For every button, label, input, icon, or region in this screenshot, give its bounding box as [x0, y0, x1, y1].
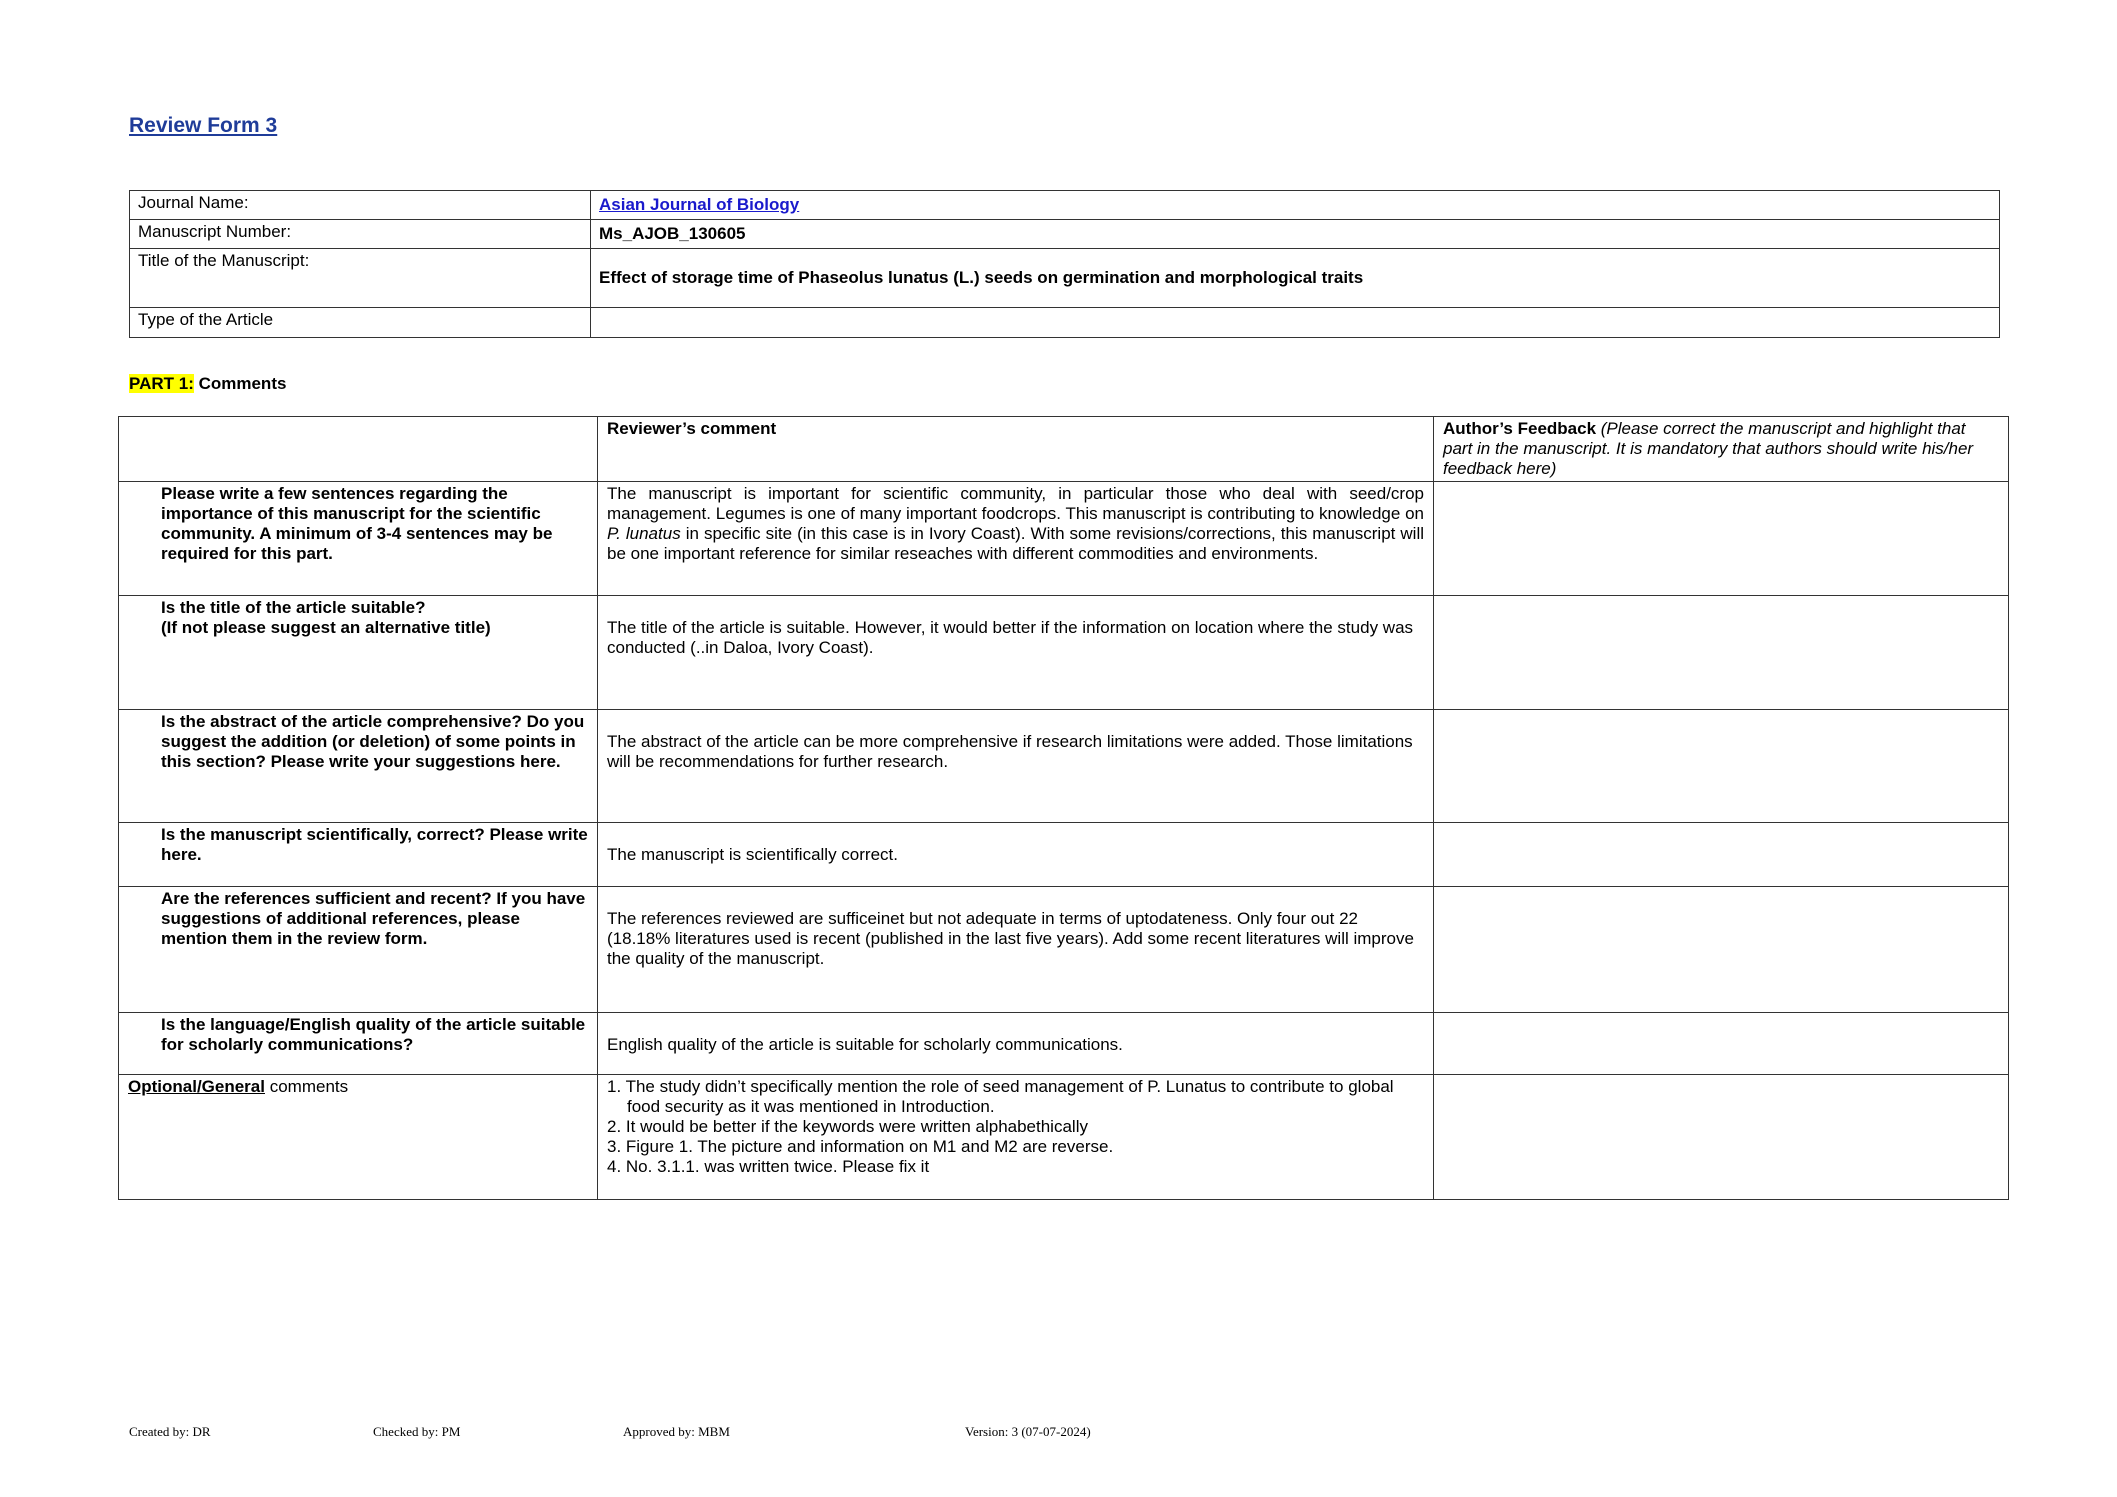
table-row [119, 596, 2009, 710]
table-row [119, 1013, 2009, 1075]
optional-item: 1. The study didn’t specifically mention the role of seed management of P. Lunatus to contribute to global food security as it was mentioned in Introduction. [607, 1077, 1394, 1116]
author-feedback[interactable] [1434, 1013, 2009, 1075]
title-value: Effect of storage time of Phaseolus lunatus (L.) seeds on germination and morphological traits [591, 249, 2000, 308]
part-label: PART 1: [129, 374, 194, 393]
part-heading [129, 374, 286, 394]
author-feedback[interactable] [1434, 596, 2009, 710]
author-feedback[interactable] [1434, 823, 2009, 887]
optional-comments [598, 1075, 1434, 1200]
table-row [119, 710, 2009, 823]
footer-approved: Approved by: MBM [623, 1424, 730, 1439]
author-feedback[interactable] [1434, 1075, 2009, 1200]
type-label: Type of the Article [130, 308, 591, 338]
header-author [1434, 417, 2009, 482]
table-row [119, 482, 2009, 596]
question: Is the manuscript scientifically, correct? Please write here. [119, 823, 598, 887]
table-row [119, 823, 2009, 887]
optional-item: 2. It would be better if the keywords were written alphabethically [607, 1117, 1088, 1136]
question: Are the references sufficient and recent? If you have suggestions of additional references, please mention them in the review form. [119, 887, 598, 1013]
question: Is the abstract of the article comprehensive? Do you suggest the addition (or deletion) of some points in this section? Please write your suggestions here. [119, 710, 598, 823]
comments-table [118, 416, 2009, 1200]
optional-label: Optional/General comments [119, 1075, 598, 1200]
author-feedback[interactable] [1434, 887, 2009, 1013]
table-row-optional [119, 1075, 2009, 1200]
reviewer-comment: The title of the article is suitable. However, it would better if the information on location where the study was conducted (..in Daloa, Ivory Coast). [598, 596, 1434, 710]
journal-link[interactable]: Asian Journal of Biology [599, 195, 800, 214]
question: Please write a few sentences regarding the importance of this manuscript for the scientific community. A minimum of 3-4 sentences may be required for this part. [119, 482, 598, 596]
form-title: Review Form 3 [129, 114, 278, 137]
footer-checked: Checked by: PM [373, 1424, 461, 1439]
optional-item: 4. No. 3.1.1. was written twice. Please fix it [607, 1157, 930, 1176]
part-title: Comments [193, 374, 287, 393]
author-feedback[interactable] [1434, 482, 2009, 596]
number-label: Manuscript Number: [130, 220, 591, 249]
question: Is the title of the article suitable? (If not please suggest an alternative title) [119, 596, 598, 710]
reviewer-comment: The references reviewed are sufficeinet but not adequate in terms of uptodateness. Only four out 22 (18.18% literatures used is recent (published in the last five years). Add some recent literatures will improve the quality of the manuscript. [598, 887, 1434, 1013]
footer-version: Version: 3 (07-07-2024) [965, 1424, 1091, 1439]
header-author-bold: Author’s Feedback [1443, 419, 1597, 438]
question: Is the language/English quality of the article suitable for scholarly communications? [119, 1013, 598, 1075]
journal-label: Journal Name: [130, 191, 591, 220]
table-row [119, 887, 2009, 1013]
number-value: Ms_AJOB_130605 [591, 220, 2000, 249]
optional-item: 3. Figure 1. The picture and information on M1 and M2 are reverse. [607, 1137, 1114, 1156]
type-value[interactable] [591, 308, 2000, 338]
header-author-note: (Please correct the manuscript and highlight that part in the manuscript. It is mandatory that authors should write his/her feedback here) [1443, 419, 1974, 478]
manuscript-info-table [129, 190, 2000, 338]
footer-created: Created by: DR [129, 1424, 211, 1439]
reviewer-comment: The abstract of the article can be more comprehensive if research limitations were added. Those limitations will be recommendations for further research. [598, 710, 1434, 823]
reviewer-comment: The manuscript is scientifically correct. [598, 823, 1434, 887]
reviewer-comment: The manuscript is important for scientific community, in particular those who deal with seed/crop management. Legumes is one of many important foodcrops. This manuscript is contributing to knowledge on P. lunatus in specific site (in this case is in Ivory Coast). With some revisions/corrections, this manuscript will be one important reference for similar reseaches with different commodities and environments. [598, 482, 1434, 596]
author-feedback[interactable] [1434, 710, 2009, 823]
title-label: Title of the Manuscript: [130, 249, 591, 308]
header-reviewer: Reviewer’s comment [598, 417, 1434, 482]
reviewer-comment: English quality of the article is suitable for scholarly communications. [598, 1013, 1434, 1075]
